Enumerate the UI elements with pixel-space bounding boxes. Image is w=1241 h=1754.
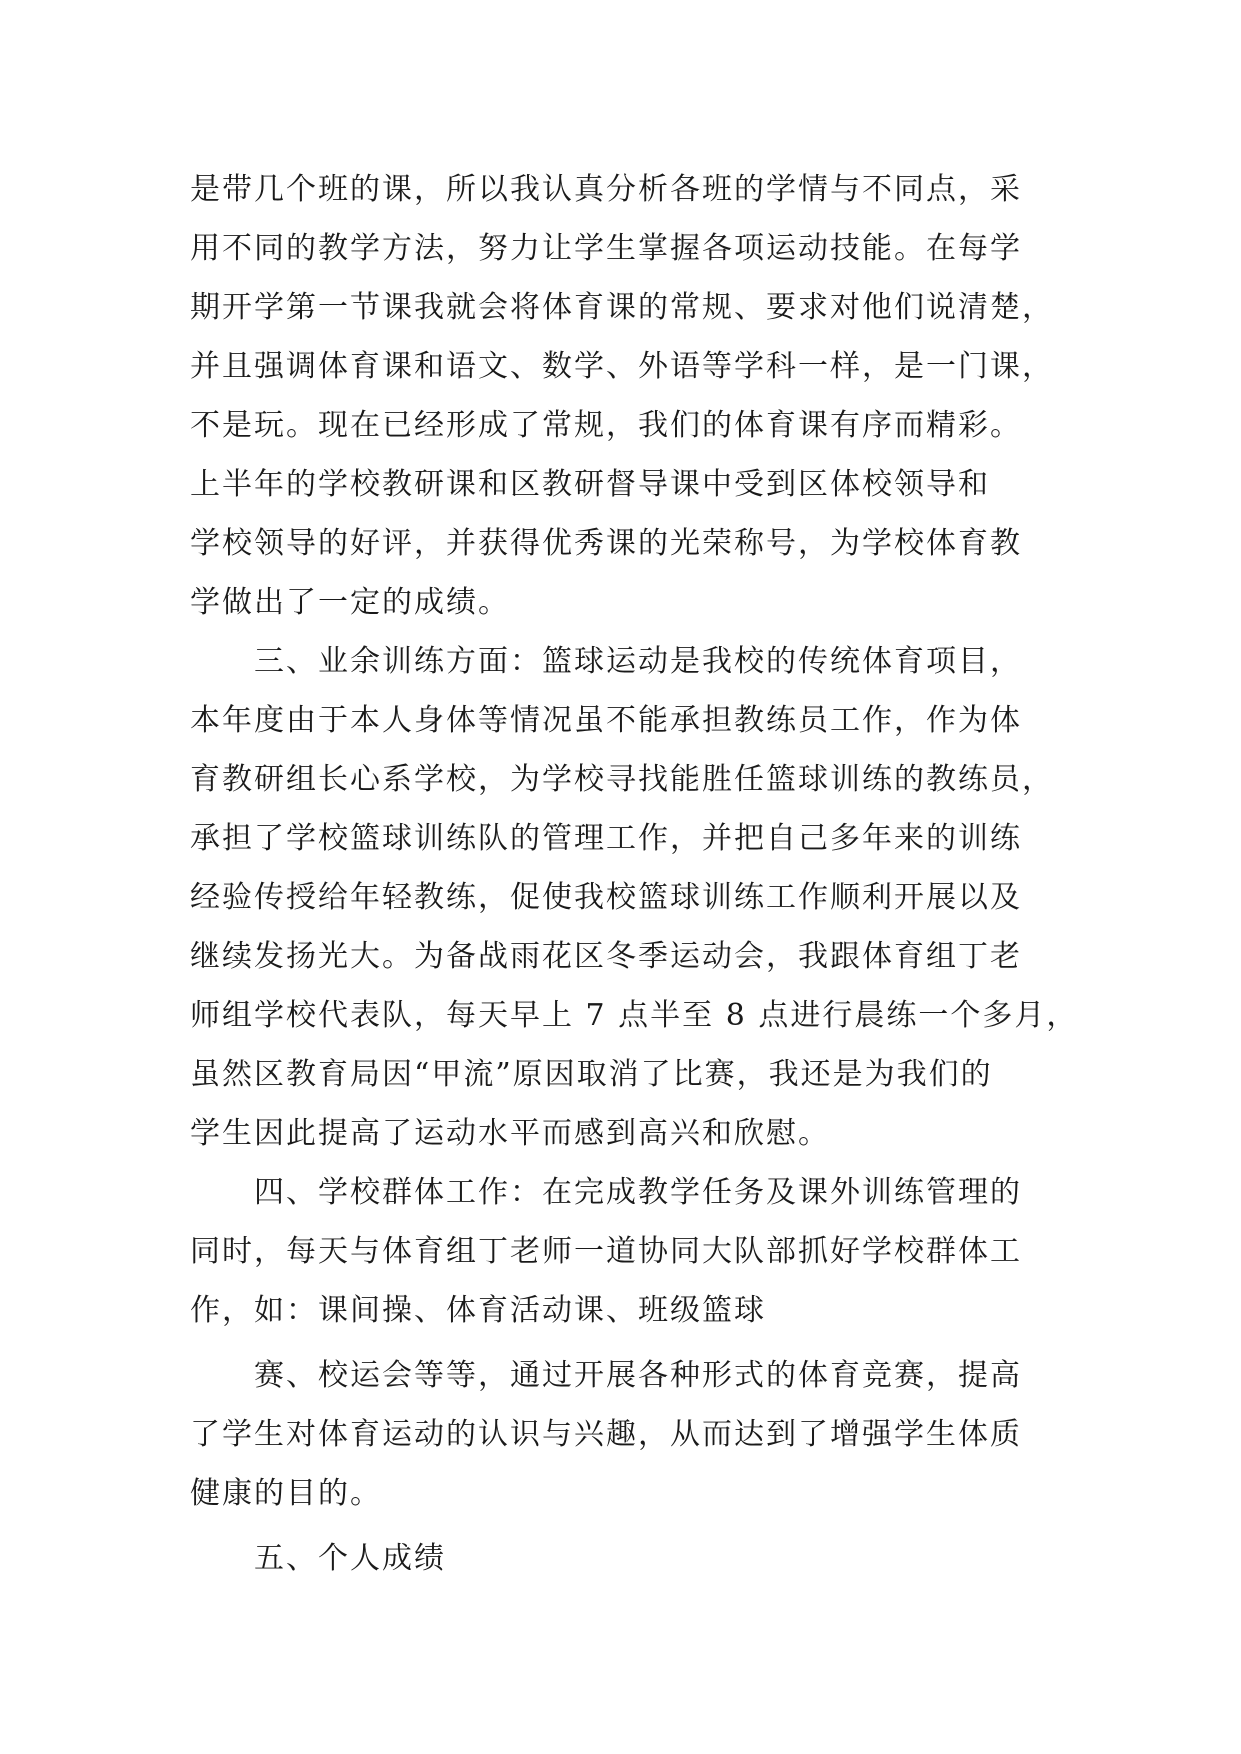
text-line: 上半年的学校教研课和区教研督导课中受到区体校领导和 [190, 467, 990, 502]
text-line: 学生因此提高了运动水平而感到高兴和欣慰。 [190, 1116, 830, 1151]
text-line: 经验传授给年轻教练，促使我校篮球训练工作顺利开展以及 [190, 880, 1022, 915]
text-line: 继续发扬光大。为备战雨花区冬季运动会，我跟体育组丁老 [190, 939, 1022, 974]
section-heading-line: 四、学校群体工作：在完成教学任务及课外训练管理的 [190, 1175, 1022, 1210]
text-line: 学做出了一定的成绩。 [190, 585, 510, 620]
text-line: 并且强调体育课和语文、数学、外语等学科一样，是一门课， [190, 349, 1054, 384]
text-line: 育教研组长心系学校，为学校寻找能胜任篮球训练的教练员， [190, 762, 1054, 797]
text-line: 是带几个班的课，所以我认真分析各班的学情与不同点，采 [190, 172, 1022, 207]
text-line: 了学生对体育运动的认识与兴趣，从而达到了增强学生体质 [190, 1417, 1022, 1452]
text-line: 虽然区教育局因“甲流”原因取消了比赛，我还是为我们的 [190, 1057, 993, 1092]
text-line: 同时，每天与体育组丁老师一道协同大队部抓好学校群体工 [190, 1234, 1022, 1269]
document-body [190, 160, 1090, 1588]
text-line: 作，如：课间操、体育活动课、班级篮球 [190, 1293, 766, 1328]
text-line: 学校领导的好评，并获得优秀课的光荣称号，为学校体育教 [190, 526, 1022, 561]
section-heading-line: 三、业余训练方面：篮球运动是我校的传统体育项目， [190, 644, 1022, 679]
text-line: 期开学第一节课我就会将体育课的常规、要求对他们说清楚， [190, 290, 1054, 325]
text-line: 师组学校代表队，每天早上 7 点半至 8 点进行晨练一个多月， [190, 998, 1079, 1033]
text-line: 承担了学校篮球训练队的管理工作，并把自己多年来的训练 [190, 821, 1022, 856]
text-line: 不是玩。现在已经形成了常规，我们的体育课有序而精彩。 [190, 408, 1022, 443]
text-line: 用不同的教学方法，努力让学生掌握各项运动技能。在每学 [190, 231, 1022, 266]
text-line: 赛、校运会等等，通过开展各种形式的体育竞赛，提高 [190, 1358, 1022, 1393]
section-heading-line: 五、个人成绩 [190, 1541, 446, 1576]
text-line: 本年度由于本人身体等情况虽不能承担教练员工作，作为体 [190, 703, 1022, 738]
text-line: 健康的目的。 [190, 1476, 382, 1511]
